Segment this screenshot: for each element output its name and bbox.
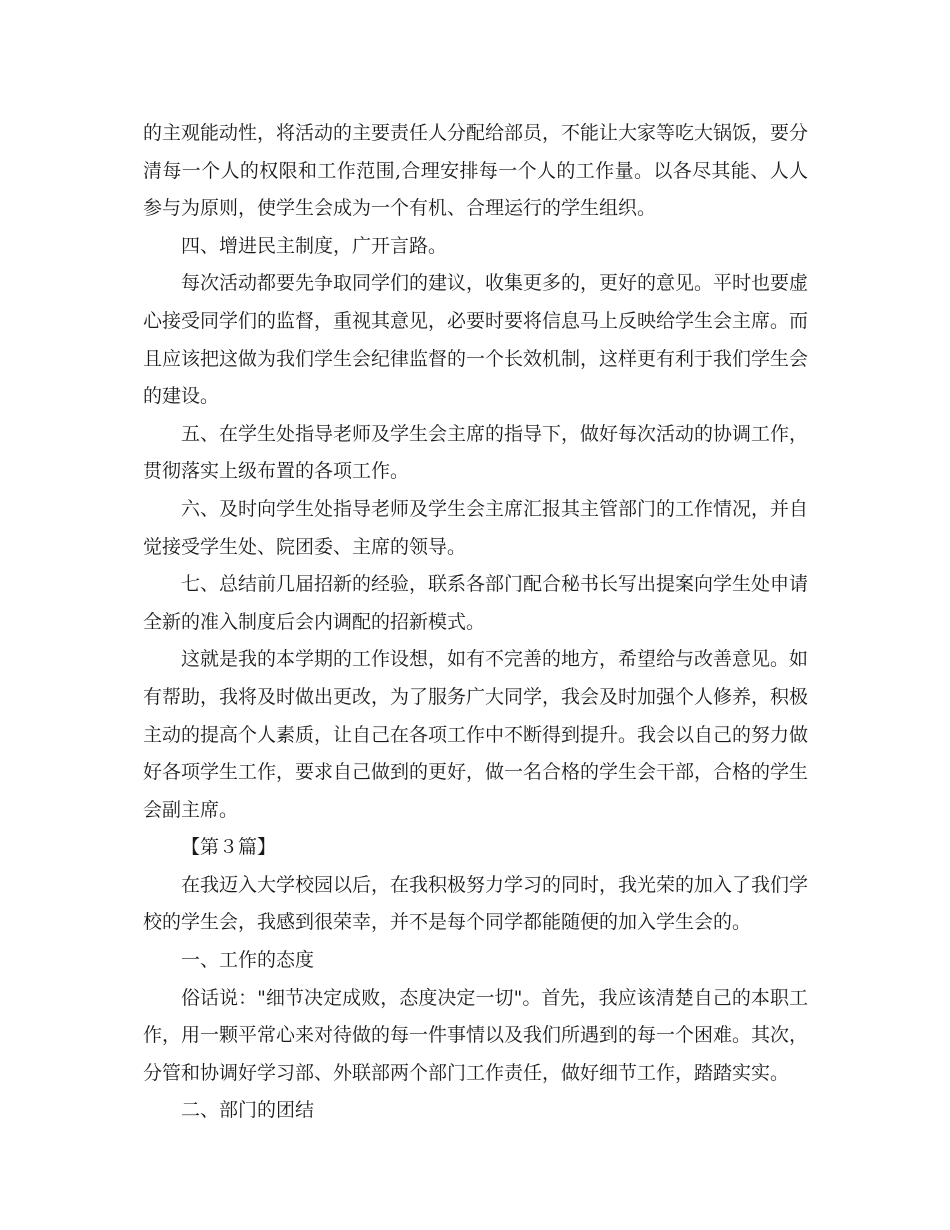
section-heading-two: 二、部门的团结: [181, 1099, 315, 1122]
paragraph: 俗话说："细节决定成败，态度决定一切"。首先，我应该清楚自己的本职工作，用一颗平常心来对待做的每一件事情以及我们所遇到的每一个困难。其次，分管和协调好学习部、外联部两个部门工作责任，做好细节工作，踏踏实实。: [143, 986, 809, 1084]
paragraph: 在我迈入大学校园以后，在我积极努力学习的同时，我光荣的加入了我们学校的学生会，我感到很荣幸，并不是每个同学都能随便的加入学生会的。: [143, 873, 809, 934]
paragraph: 这就是我的本学期的工作设想，如有不完善的地方，希望给与改善意见。如有帮助，我将及时做出更改，为了服务广大同学，我会及时加强个人修养，积极主动的提高个人素质，让自己在各项工作中不断得到提升。我会以自己的努力做好各项学生工作，要求自己做到的更好，做一名合格的学生会干部，合格的学生会副主席。: [143, 648, 809, 821]
article-heading: 【第３篇】: [181, 836, 277, 859]
section-item-six: 六、及时向学生处指导老师及学生会主席汇报其主管部门的工作情况，并自觉接受学生处、院团委、主席的领导。: [143, 497, 809, 558]
section-item-five: 五、在学生处指导老师及学生会主席的指导下，做好每次活动的协调工作，贯彻落实上级布置的各项工作。: [143, 422, 809, 483]
document-body: [143, 115, 808, 1130]
section-heading-four: 四、增进民主制度，广开言路。: [181, 234, 448, 257]
section-item-seven: 七、总结前几届招新的经验，联系各部门配合秘书长写出提案向学生处申请全新的准入制度后会内调配的招新模式。: [143, 573, 809, 633]
section-heading-one: 一、工作的态度: [181, 949, 315, 972]
paragraph: 每次活动都要先争取同学们的建议，收集更多的，更好的意见。平时也要虚心接受同学们的监督，重视其意见，必要时要将信息马上反映给学生会主席。而且应该把这做为我们学生会纪律监督的一个长效机制，这样更有利于我们学生会的建设。: [143, 272, 809, 408]
paragraph-continuation: 的主观能动性，将活动的主要责任人分配给部员，不能让大家等吃大锅饭，要分清每一个人的权限和工作范围,合理安排每一个人的工作量。以各尽其能、人人参与为原则，使学生会成为一个有机、合理运行的学生组织。: [143, 122, 809, 220]
